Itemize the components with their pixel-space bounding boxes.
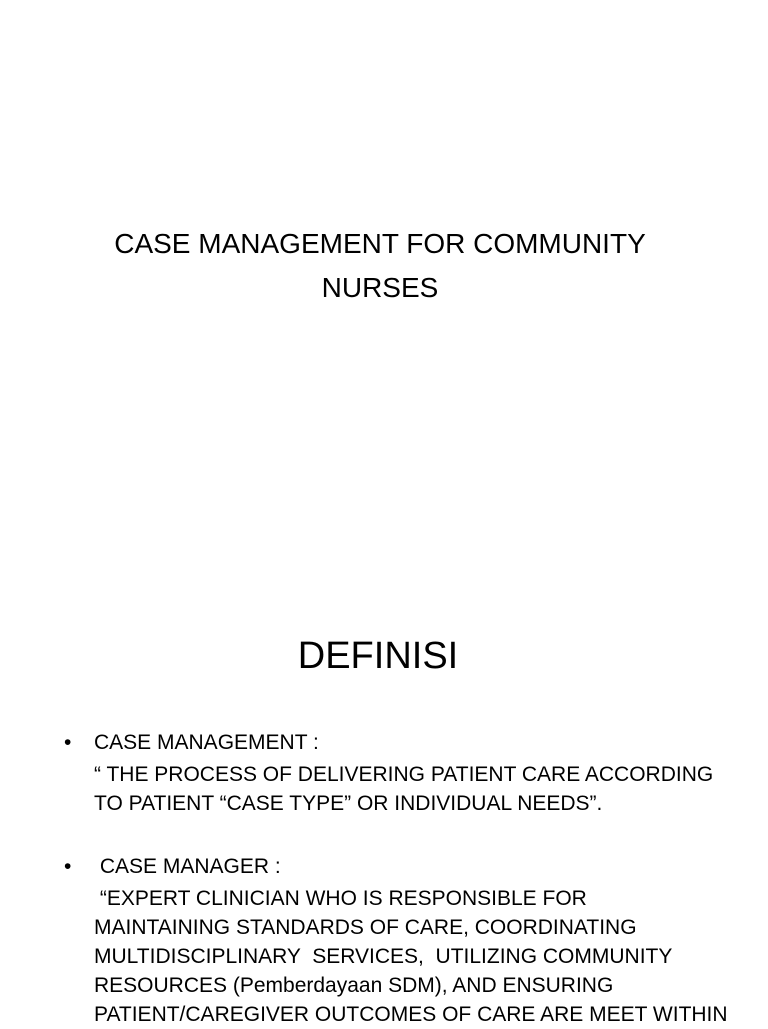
definition-term: CASE MANAGER : bbox=[94, 855, 281, 878]
bullet-icon: • bbox=[64, 855, 72, 878]
definition-line: MULTIDISCIPLINARY SERVICES, UTILIZING COMMUNITY bbox=[94, 945, 673, 968]
definition-line: MAINTAINING STANDARDS OF CARE, COORDINATING bbox=[94, 916, 637, 939]
definition-line: “EXPERT CLINICIAN WHO IS RESPONSIBLE FOR bbox=[94, 887, 587, 910]
slide-title-line: NURSES bbox=[321, 272, 439, 303]
definition-line: PATIENT/CAREGIVER OUTCOMES OF CARE ARE MEET WITHIN bbox=[94, 1003, 728, 1026]
bullet-icon: • bbox=[64, 731, 72, 754]
definition-text bbox=[94, 760, 744, 818]
section-heading: DEFINISI bbox=[297, 635, 459, 677]
definition-line: “ THE PROCESS OF DELIVERING PATIENT CARE ACCORDING bbox=[94, 763, 714, 786]
slide-title-line: CASE MANAGEMENT FOR COMMUNITY bbox=[114, 228, 646, 259]
definition-term: CASE MANAGEMENT : bbox=[94, 731, 319, 754]
definition-text bbox=[94, 884, 744, 1029]
definition-line: RESOURCES (Pemberdayaan SDM), AND ENSURING bbox=[94, 974, 614, 997]
slide-title bbox=[60, 222, 700, 310]
definition-line: TO PATIENT “CASE TYPE” OR INDIVIDUAL NEEDS”. bbox=[94, 792, 603, 815]
